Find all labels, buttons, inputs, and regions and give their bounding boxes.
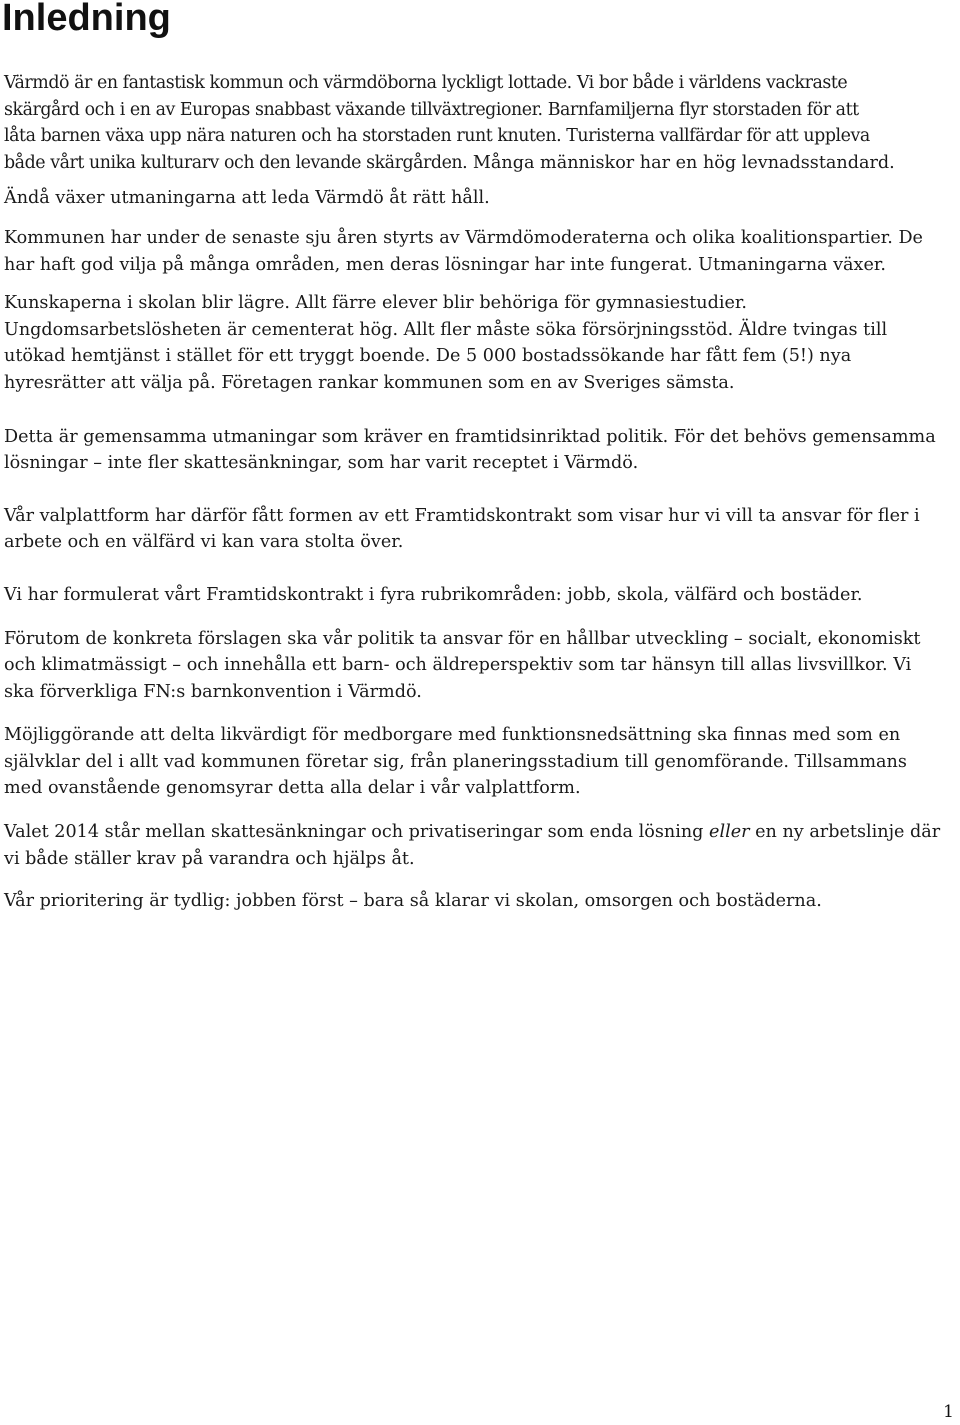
paragraph-governance: Kommunen har under de senaste sju åren styrts av Värmdömoderaterna och olika koalitionspartier. De har haft god vilja på många områden, men deras lösningar har inte fungerat. Utmaningarna växer.	[4, 227, 923, 275]
paragraph-problems: Kunskaperna i skolan blir lägre. Allt färre elever blir behöriga för gymnasiestudier. Ungdomsarbetslösheten är cementerat hög. Allt fler måste söka försörjningsstöd. Äldre tvingas till utökad hemtjänst i stället för ett tryggt boende. De 5 000 bostadssökande har fått fem (5!) nya hyresrätter att välja på. Företagen rankar kommunen som en av Sveriges sämsta.	[4, 293, 888, 393]
intro-text: Värmdö är en fantastisk kommun och värmdöborna lyckligt lottade. Vi bor både i världens vackraste skärgård och i en av Europas snabbast växande tillväxtregioner. Barnfamiljerna flyr storstaden för att låta barnen växa upp nära naturen och ha storstaden runt knuten. Turisterna vallfärdar för att uppleva både vårt unika kulturarv och den levande skärgården.	[4, 73, 870, 173]
paragraph-intro	[4, 70, 960, 176]
election-emphasis: eller	[709, 822, 750, 843]
election-text-end: en ny arbetslinje där vi både ställer krav på varandra och hjälps åt.	[4, 822, 941, 869]
paragraph-common-challenges: Detta är gemensamma utmaningar som kräver en framtidsinriktad politik. För det behövs gemensamma lösningar – inte fler skattesänkningar, som har varit receptet i Värmdö.	[4, 426, 936, 474]
intro-tail-text: Många människor har en hög levnadsstandard.	[467, 152, 895, 173]
paragraph-challenges: Ändå växer utmaningarna att leda Värmdö åt rätt håll.	[4, 188, 490, 209]
paragraph-accessibility: Möjliggörande att delta likvärdigt för medborgare med funktionsnedsättning ska finnas med som en självklar del i allt vad kommunen företar sig, från planeringsstadium till genomförande. Tillsammans med ovanstående genomsyrar detta alla delar i vår valplattform.	[4, 725, 907, 799]
paragraph-election	[4, 819, 960, 872]
page-title: Inledning	[2, 0, 171, 39]
paragraph-focus-areas: Vi har formulerat vårt Framtidskontrakt i fyra rubrikområden: jobb, skola, välfärd och bostäder.	[4, 584, 863, 605]
paragraph-future-contract: Vår valplattform har därför fått formen av ett Framtidskontrakt som visar hur vi vill ta ansvar för fler i arbete och en välfärd vi kan vara stolta över.	[4, 505, 920, 553]
paragraph-priority: Vår prioritering är tydlig: jobben först – bara så klarar vi skolan, omsorgen och bostäderna.	[4, 891, 822, 912]
paragraph-sustainability: Förutom de konkreta förslagen ska vår politik ta ansvar för en hållbar utveckling – socialt, ekonomiskt och klimatmässigt – och innehålla ett barn- och äldreperspektiv som tar hänsyn till allas livsvillkor. Vi ska förverkliga FN:s barnkonvention i Värmdö.	[4, 628, 921, 702]
page-number: 1	[943, 1402, 954, 1422]
document-body	[4, 70, 960, 915]
election-text-start: Valet 2014 står mellan skattesänkningar och privatiseringar som enda lösning	[4, 822, 710, 843]
